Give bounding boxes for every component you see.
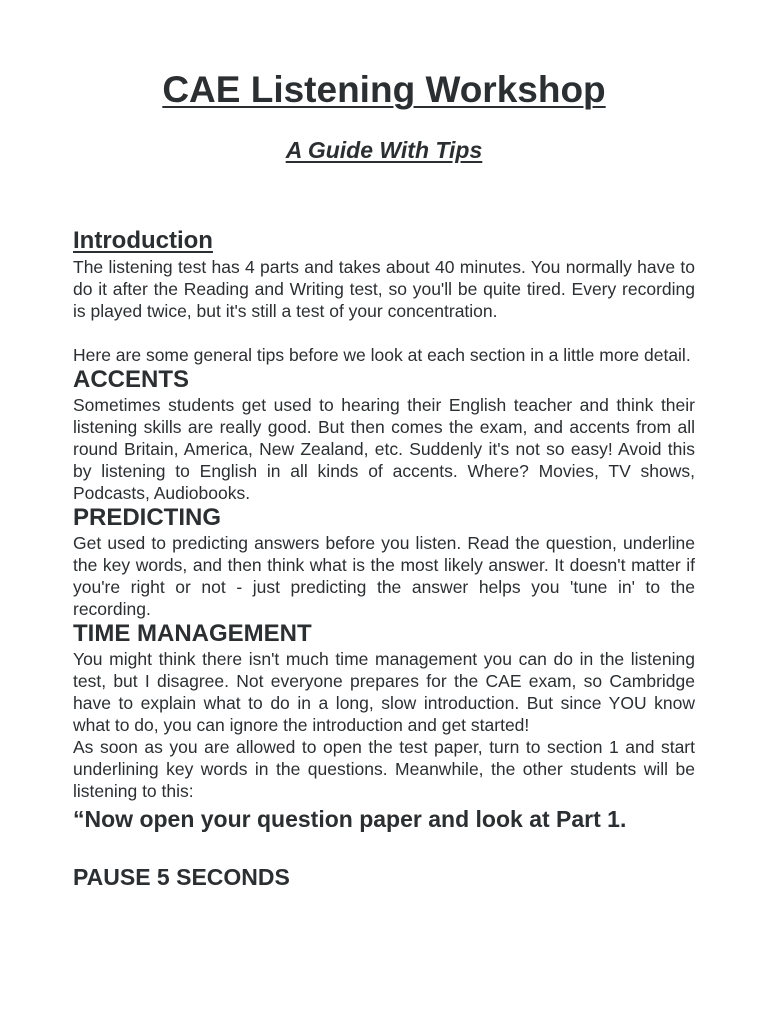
exam-instruction-quote: “Now open your question paper and look at Part 1. bbox=[73, 806, 627, 832]
paragraph-gap bbox=[73, 322, 695, 344]
time-management-heading: TIME MANAGEMENT bbox=[73, 620, 312, 647]
pause-instruction: PAUSE 5 SECONDS bbox=[73, 864, 290, 890]
introduction-paragraph: The listening test has 4 parts and takes about 40 minutes. You normally have to do it after the Reading and Writing test, so you'll be quite tired. Every recording is played twice, but it's still a test of your concentration. bbox=[73, 257, 695, 321]
section-predicting bbox=[73, 504, 695, 620]
predicting-heading: PREDICTING bbox=[73, 504, 222, 531]
section-introduction bbox=[73, 226, 695, 366]
introduction-paragraph: Here are some general tips before we look at each section in a little more detail. bbox=[73, 345, 691, 365]
introduction-heading: Introduction bbox=[73, 227, 213, 254]
document-body bbox=[73, 226, 695, 892]
document-page bbox=[73, 0, 695, 1024]
predicting-paragraph: Get used to predicting answers before you listen. Read the question, underline the key words, and then think what is the most likely answer. It doesn't matter if you're right or not - just predicting the answer helps you 'tune in' to the recording. bbox=[73, 533, 695, 619]
accents-heading: ACCENTS bbox=[73, 366, 190, 393]
accents-paragraph: Sometimes students get used to hearing their English teacher and think their listening skills are really good. But then comes the exam, and accents from all round Britain, America, New Zealand, etc. Suddenly it's not so easy! Avoid this by listening to English in all kinds of accents. Where? Movies, TV shows, Podcasts, Audiobooks. bbox=[73, 395, 695, 503]
time-management-paragraph: As soon as you are allowed to open the test paper, turn to section 1 and start underlining key words in the questions. Meanwhile, the other students will be listening to this: bbox=[73, 737, 695, 801]
document-title: CAE Listening Workshop bbox=[162, 69, 606, 110]
document-subtitle: A Guide With Tips bbox=[285, 137, 483, 163]
time-management-paragraph: You might think there isn't much time management you can do in the listening test, but I disagree. Not everyone prepares for the CAE exam, so Cambridge have to explain what to do in a long, slow introduction. But since YOU know what to do, you can ignore the introduction and get started! bbox=[73, 649, 695, 735]
section-accents bbox=[73, 366, 695, 504]
section-time-management bbox=[73, 620, 695, 892]
